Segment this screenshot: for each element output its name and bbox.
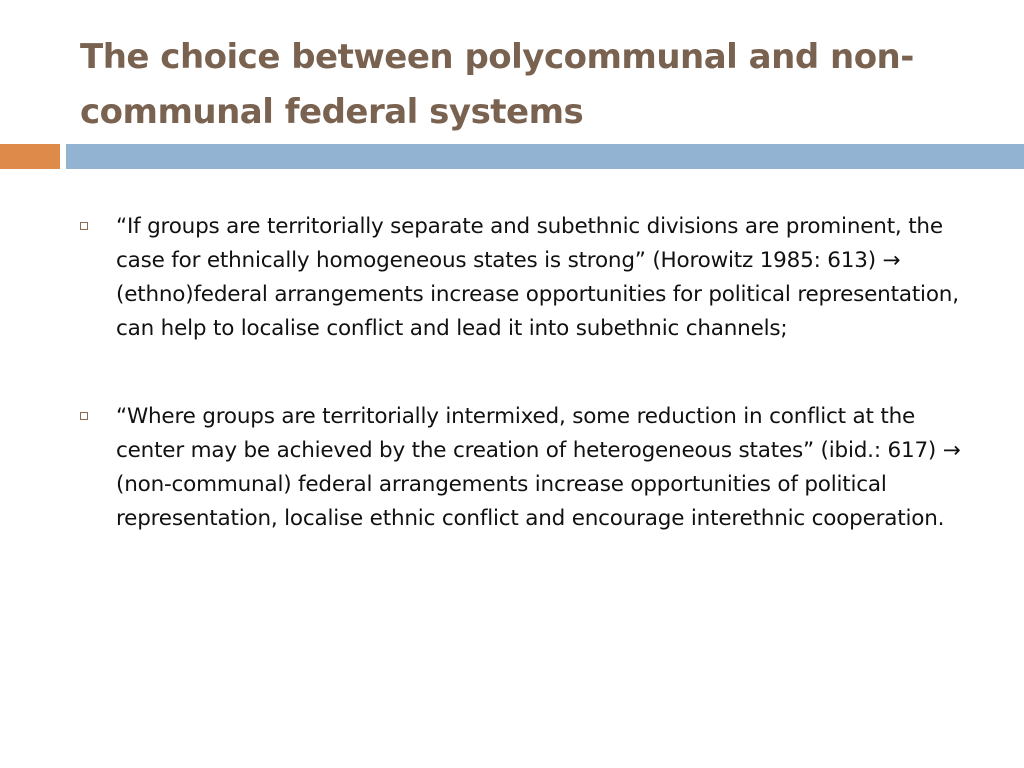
slide-title: The choice between polycommunal and non-communal federal systems: [80, 37, 914, 132]
title-rule-bar: [66, 144, 1024, 169]
hollow-square-bullet-icon: [80, 222, 88, 230]
bullet-item: [80, 400, 980, 536]
hollow-square-bullet-icon: [80, 412, 88, 420]
slide-content: [80, 210, 980, 590]
bullet-text: “If groups are territorially separate and subethnic divisions are prominent, the case for ethnically homogeneous states is strong” (Horowitz 1985: 613) → (ethno)federal arrangements increase opportunities for political representation, can help to localise conflict and lead it into subethnic channels;: [116, 214, 959, 341]
bullet-text: “Where groups are territorially intermixed, some reduction in conflict at the center may be achieved by the creation of heterogeneous states” (ibid.: 617) → (non-communal) federal arrangements increase opportunities of political representation, localise ethnic conflict and encourage interethnic cooperation.: [116, 404, 961, 531]
title-accent-bar: [0, 144, 60, 169]
bullet-item: [80, 210, 980, 346]
